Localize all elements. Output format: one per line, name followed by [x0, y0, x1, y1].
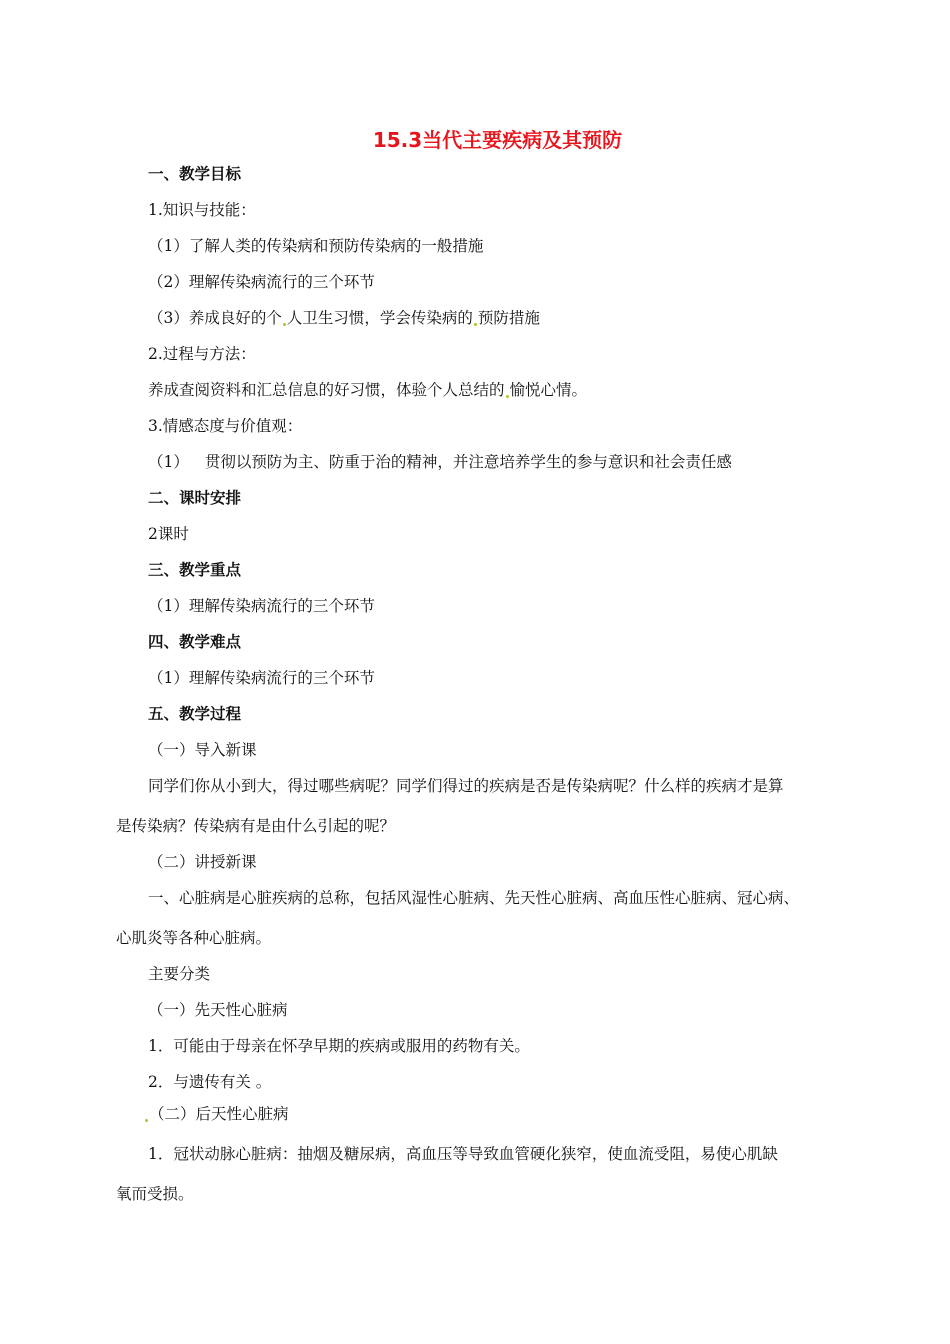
acquired-item-1-line-2: 氧而受损。	[116, 1185, 194, 1203]
section-heading-schedule: 二、课时安排	[148, 489, 242, 507]
category-acquired	[144, 1104, 289, 1124]
text-fragment: 预防措施	[477, 309, 540, 327]
subheading-attitude-values: 3.情感态度与价值观：	[148, 417, 303, 435]
text-fragment: （二）后天性心脏病	[149, 1105, 289, 1123]
heading-text: 一、教学目标	[148, 165, 242, 183]
difficulty-item: （1）理解传染病流行的三个环节	[148, 669, 375, 687]
key-point-item: （1）理解传染病流行的三个环节	[148, 597, 375, 615]
congenital-item-1: 1．可能由于母亲在怀孕早期的疾病或服用的药物有关。	[148, 1037, 530, 1055]
text-fragment: 愉悦心情。	[509, 381, 588, 399]
section-heading-objectives	[148, 164, 241, 184]
section-heading-process: 五、教学过程	[148, 705, 242, 723]
item-number: （1）	[148, 453, 189, 471]
acquired-item-1-line-1: 1．冠状动脉心脏病：抽烟及糖尿病，高血压等导致血管硬化狭窄，使血流受阻，易使心肌缺	[148, 1145, 778, 1163]
category-congenital: （一）先天性心脏病	[148, 1001, 288, 1019]
objective-item-1: （1）了解人类的传染病和预防传染病的一般措施	[148, 237, 484, 255]
lesson-paragraph-line-1: 一、心脏病是心脏疾病的总称，包括风湿性心脏病、先天性心脏病、高血压性心脏病、冠心病、	[148, 889, 800, 907]
main-classification-label: 主要分类	[148, 965, 211, 983]
text-fragment: 人卫生习惯，学会传染病的	[286, 309, 473, 327]
objective-item-3	[148, 308, 540, 328]
intro-paragraph-line-1: 同学们你从小到大，得过哪些病呢？同学们得过的疾病是否是传染病呢？什么样的疾病才是算	[148, 777, 784, 795]
attitude-item-1	[148, 452, 732, 472]
congenital-item-2: 2．与遗传有关 。	[148, 1073, 272, 1091]
dot-mark	[474, 323, 477, 326]
section-heading-difficulties: 四、教学难点	[148, 633, 242, 651]
subheading-knowledge-skills: 1.知识与技能：	[148, 201, 256, 219]
lesson-paragraph-line-2: 心肌炎等各种心脏病。	[116, 929, 272, 947]
subheading-process-method: 2.过程与方法：	[148, 345, 256, 363]
dot-mark	[506, 395, 509, 398]
document-title: 15.3当代主要疾病及其预防	[372, 128, 623, 152]
intro-paragraph-line-2: 是传染病？传染病有是由什么引起的呢？	[116, 817, 396, 835]
section-heading-key-points: 三、教学重点	[148, 561, 242, 579]
schedule-text: 2课时	[148, 525, 189, 543]
text-fragment: 养成查阅资料和汇总信息的好习惯，体验个人总结的	[148, 381, 505, 399]
dot-mark	[145, 1119, 148, 1122]
subheading-intro: （一）导入新课	[148, 741, 257, 759]
item-text: 贯彻以预防为主、防重于治的精神，并注意培养学生的参与意识和社会责任感	[204, 453, 732, 471]
objective-item-2: （2）理解传染病流行的三个环节	[148, 273, 375, 291]
dot-mark	[283, 323, 286, 326]
text-fragment: （3）养成良好的个	[148, 309, 282, 327]
subheading-new-lesson: （二）讲授新课	[148, 853, 257, 871]
process-method-text	[148, 380, 587, 400]
